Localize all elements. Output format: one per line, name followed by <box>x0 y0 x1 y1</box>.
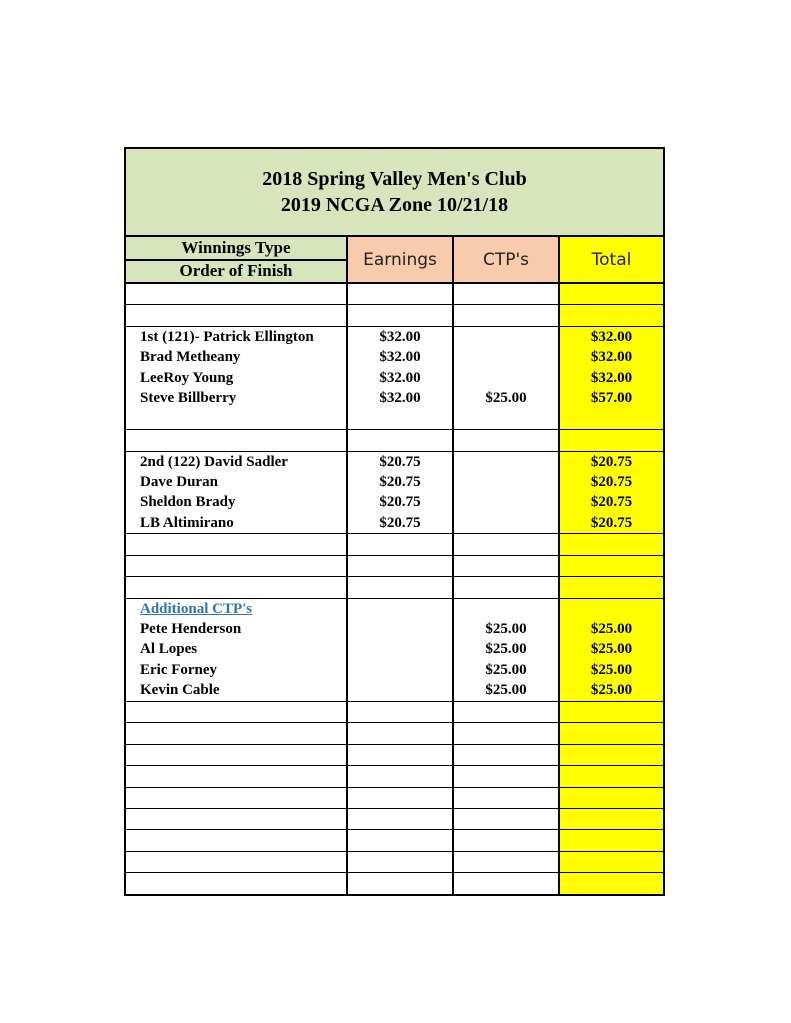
row-earnings-cell: $32.00 <box>348 368 454 388</box>
row-total-cell: $20.75 <box>560 452 663 472</box>
row-total-cell: $32.00 <box>560 368 663 388</box>
row-name-cell <box>126 284 348 304</box>
table-row <box>126 347 663 367</box>
header-ctps: CTP's <box>454 237 560 282</box>
table-row <box>126 680 663 701</box>
row-name-cell <box>126 766 348 786</box>
row-ctp-cell: $25.00 <box>454 680 560 700</box>
row-total-cell <box>560 430 663 450</box>
row-name-cell <box>126 702 348 722</box>
row-ctp-cell <box>454 430 560 450</box>
row-name-cell <box>126 556 348 576</box>
row-earnings-cell <box>348 305 454 325</box>
row-earnings-cell <box>348 577 454 597</box>
row-name-cell: 2nd (122) David Sadler <box>126 452 348 472</box>
winnings-sheet <box>124 147 665 896</box>
row-total-cell: $20.75 <box>560 492 663 512</box>
row-name-cell <box>126 577 348 597</box>
row-earnings-cell: $20.75 <box>348 492 454 512</box>
header-order-of-finish: Order of Finish <box>126 261 346 282</box>
table-row <box>126 745 663 766</box>
header-name-column <box>126 237 348 282</box>
row-total-cell: $25.00 <box>560 680 663 700</box>
row-total-cell <box>560 702 663 722</box>
row-earnings-cell <box>348 639 454 659</box>
row-ctp-cell <box>454 745 560 765</box>
row-earnings-cell <box>348 430 454 450</box>
row-total-cell: $25.00 <box>560 639 663 659</box>
row-name-cell <box>126 305 348 325</box>
row-ctp-cell <box>454 513 560 533</box>
row-name-cell <box>126 430 348 450</box>
row-name-cell <box>126 830 348 850</box>
row-ctp-cell <box>454 492 560 512</box>
row-earnings-cell <box>348 745 454 765</box>
row-ctp-cell <box>454 534 560 554</box>
table-row <box>126 809 663 830</box>
row-name-cell: Dave Duran <box>126 472 348 492</box>
row-earnings-cell <box>348 702 454 722</box>
row-total-cell <box>560 305 663 325</box>
row-name-cell: Brad Metheany <box>126 347 348 367</box>
row-earnings-cell <box>348 619 454 639</box>
row-total-cell: $20.75 <box>560 513 663 533</box>
row-earnings-cell <box>348 873 454 893</box>
row-total-cell: $25.00 <box>560 660 663 680</box>
row-name-cell <box>126 809 348 829</box>
row-earnings-cell <box>348 830 454 850</box>
table-row <box>126 472 663 492</box>
row-total-cell: $32.00 <box>560 347 663 367</box>
row-total-cell <box>560 830 663 850</box>
row-ctp-cell <box>454 723 560 743</box>
row-total-cell: $57.00 <box>560 388 663 408</box>
header-winnings-type: Winnings Type <box>126 237 346 261</box>
sheet-title <box>126 149 663 237</box>
row-ctp-cell <box>454 327 560 347</box>
row-ctp-cell: $25.00 <box>454 388 560 408</box>
row-ctp-cell <box>454 809 560 829</box>
row-name-cell <box>126 745 348 765</box>
row-total-cell <box>560 284 663 304</box>
table-row <box>126 513 663 534</box>
row-ctp-cell <box>454 766 560 786</box>
row-ctp-cell <box>454 472 560 492</box>
row-ctp-cell <box>454 852 560 872</box>
row-name-cell <box>126 852 348 872</box>
header-earnings: Earnings <box>348 237 454 282</box>
row-ctp-cell <box>454 873 560 893</box>
row-earnings-cell: $32.00 <box>348 347 454 367</box>
row-total-cell <box>560 873 663 893</box>
row-name-cell: Sheldon Brady <box>126 492 348 512</box>
row-total-cell <box>560 534 663 554</box>
row-ctp-cell <box>454 556 560 576</box>
row-name-cell[interactable]: Additional CTP's <box>126 599 348 619</box>
table-row <box>126 660 663 680</box>
table-row <box>126 368 663 388</box>
row-earnings-cell <box>348 556 454 576</box>
title-line-2: 2019 NCGA Zone 10/21/18 <box>280 194 509 216</box>
row-earnings-cell: $32.00 <box>348 327 454 347</box>
table-row <box>126 702 663 723</box>
row-ctp-cell <box>454 599 560 619</box>
row-name-cell: LB Altimirano <box>126 513 348 533</box>
row-total-cell <box>560 852 663 872</box>
row-earnings-cell <box>348 599 454 619</box>
row-total-cell: $25.00 <box>560 619 663 639</box>
row-name-cell: Kevin Cable <box>126 680 348 700</box>
row-ctp-cell <box>454 830 560 850</box>
table-row <box>126 556 663 577</box>
row-total-cell <box>560 599 663 619</box>
row-name-cell <box>126 873 348 893</box>
row-earnings-cell <box>348 680 454 700</box>
row-total-cell: $20.75 <box>560 472 663 492</box>
row-name-cell: Eric Forney <box>126 660 348 680</box>
row-ctp-cell <box>454 409 560 429</box>
row-name-cell: Steve Billberry <box>126 388 348 408</box>
row-ctp-cell <box>454 368 560 388</box>
row-total-cell: $32.00 <box>560 327 663 347</box>
row-earnings-cell <box>348 660 454 680</box>
table-row <box>126 852 663 873</box>
table-row <box>126 327 663 347</box>
table-row <box>126 492 663 512</box>
row-earnings-cell <box>348 409 454 429</box>
row-earnings-cell <box>348 284 454 304</box>
table-row <box>126 619 663 639</box>
row-earnings-cell: $32.00 <box>348 388 454 408</box>
row-name-cell: 1st (121)- Patrick Ellington <box>126 327 348 347</box>
row-ctp-cell <box>454 347 560 367</box>
row-earnings-cell <box>348 766 454 786</box>
row-total-cell <box>560 723 663 743</box>
row-ctp-cell <box>454 577 560 597</box>
row-total-cell <box>560 556 663 576</box>
row-total-cell <box>560 409 663 429</box>
table-row <box>126 830 663 851</box>
row-earnings-cell <box>348 723 454 743</box>
row-earnings-cell: $20.75 <box>348 513 454 533</box>
table-row <box>126 599 663 619</box>
table-body <box>126 284 663 894</box>
row-total-cell <box>560 577 663 597</box>
table-row <box>126 577 663 598</box>
table-row <box>126 452 663 472</box>
row-name-cell: Pete Henderson <box>126 619 348 639</box>
table-row <box>126 873 663 893</box>
row-name-cell: LeeRoy Young <box>126 368 348 388</box>
row-total-cell <box>560 766 663 786</box>
row-ctp-cell: $25.00 <box>454 660 560 680</box>
row-ctp-cell <box>454 702 560 722</box>
row-total-cell <box>560 809 663 829</box>
row-ctp-cell <box>454 788 560 808</box>
table-row <box>126 388 663 408</box>
row-name-cell <box>126 788 348 808</box>
table-row <box>126 430 663 451</box>
row-earnings-cell: $20.75 <box>348 452 454 472</box>
row-total-cell <box>560 745 663 765</box>
table-row <box>126 788 663 809</box>
table-row <box>126 639 663 659</box>
row-earnings-cell <box>348 534 454 554</box>
row-ctp-cell <box>454 305 560 325</box>
row-ctp-cell <box>454 284 560 304</box>
row-name-cell <box>126 534 348 554</box>
row-earnings-cell <box>348 809 454 829</box>
row-ctp-cell: $25.00 <box>454 619 560 639</box>
table-row <box>126 534 663 555</box>
table-row <box>126 284 663 305</box>
row-earnings-cell: $20.75 <box>348 472 454 492</box>
title-line-1: 2018 Spring Valley Men's Club <box>262 168 527 190</box>
row-name-cell <box>126 409 348 429</box>
table-row <box>126 409 663 430</box>
table-row <box>126 766 663 787</box>
row-name-cell <box>126 723 348 743</box>
row-total-cell <box>560 788 663 808</box>
table-row <box>126 305 663 326</box>
header-row <box>126 237 663 284</box>
row-earnings-cell <box>348 788 454 808</box>
row-name-cell: Al Lopes <box>126 639 348 659</box>
row-earnings-cell <box>348 852 454 872</box>
table-row <box>126 723 663 744</box>
row-ctp-cell <box>454 452 560 472</box>
header-total: Total <box>560 237 663 282</box>
row-ctp-cell: $25.00 <box>454 639 560 659</box>
